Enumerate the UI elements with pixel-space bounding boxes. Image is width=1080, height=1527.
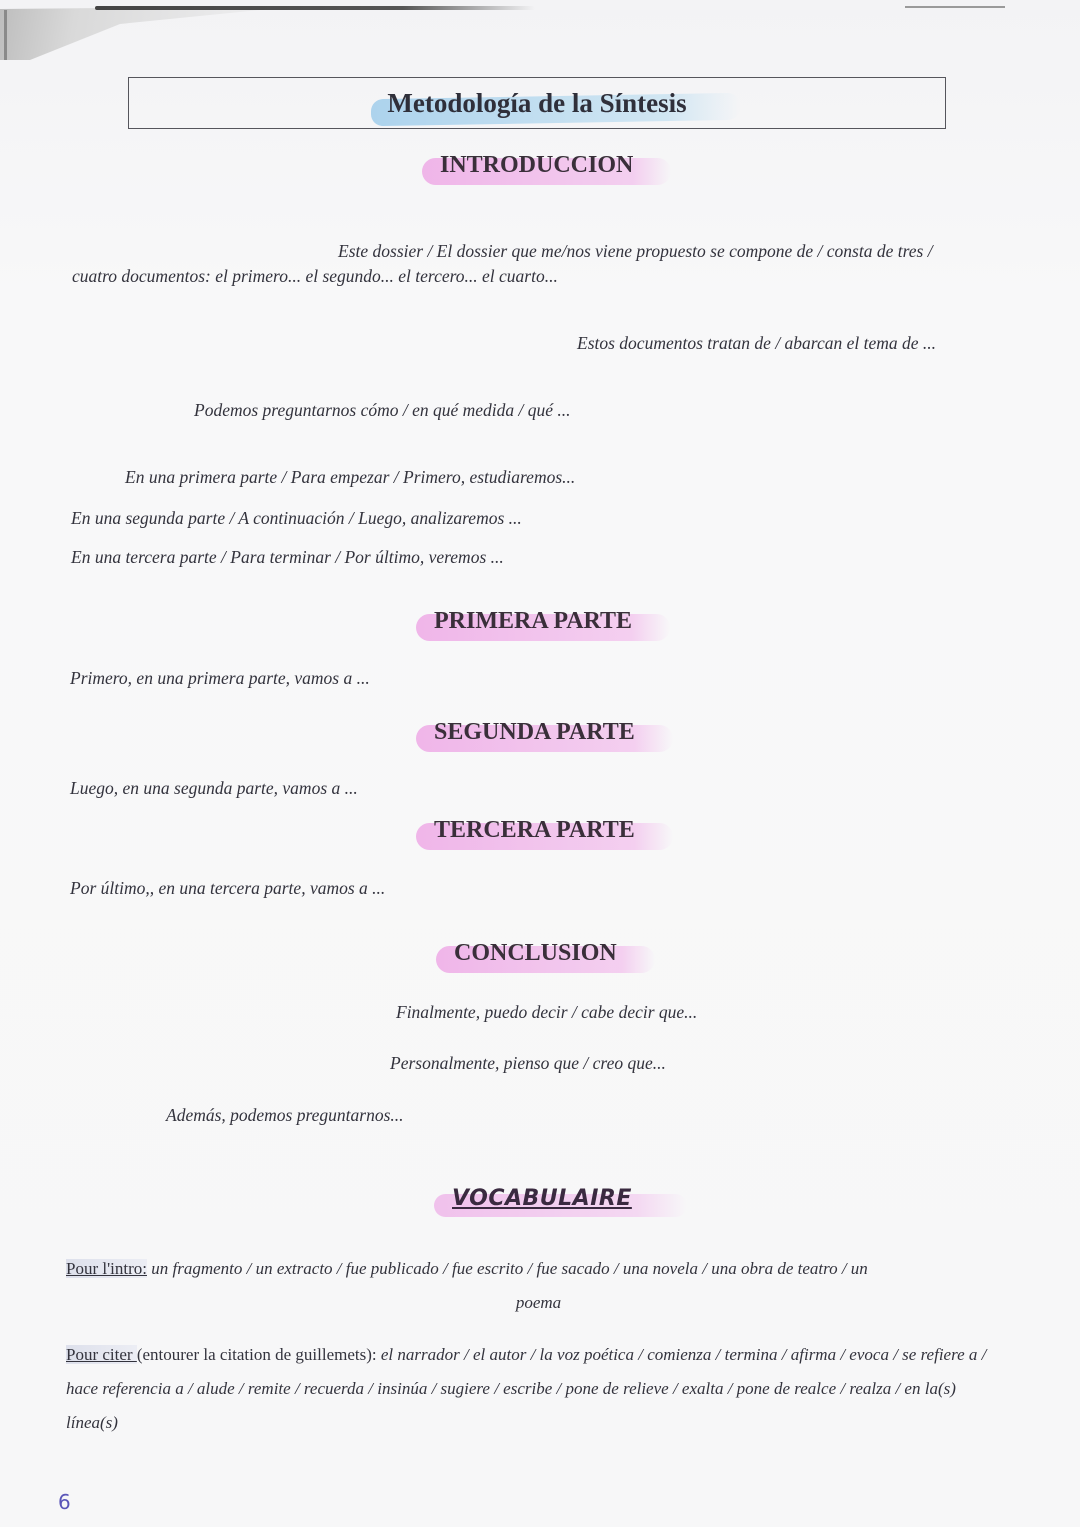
intro-line-6: En una segunda parte / A continuación / Luego, analizaremos ... bbox=[71, 508, 522, 528]
heading-vocabulaire: VOCABULAIRE bbox=[452, 1186, 632, 1211]
vocab-citer-label: Pour citer bbox=[66, 1345, 137, 1364]
intro-line-7: En una tercera parte / Para terminar / Por último, veremos ... bbox=[71, 547, 504, 567]
heading-introduccion: INTRODUCCION bbox=[426, 152, 647, 179]
primera-parte-text: Primero, en una primera parte, vamos a ... bbox=[70, 668, 370, 688]
scan-edge-line-right bbox=[905, 6, 1005, 8]
segunda-parte-text: Luego, en una segunda parte, vamos a ... bbox=[70, 778, 358, 798]
intro-line-2: cuatro documentos: el primero... el segundo... el tercero... el cuarto... bbox=[72, 266, 558, 286]
scan-edge-line bbox=[95, 6, 535, 10]
title-box bbox=[128, 77, 946, 129]
heading-tercera-parte: TERCERA PARTE bbox=[420, 817, 649, 844]
heading-conclusion: CONCLUSION bbox=[440, 940, 631, 967]
page-number-mark: 6 bbox=[58, 1490, 71, 1514]
vocab-intro-label: Pour l'intro: bbox=[66, 1259, 147, 1278]
vocab-citer-note: (entourer la citation de guillemets): bbox=[136, 1345, 377, 1364]
heading-segunda-parte: SEGUNDA PARTE bbox=[420, 719, 649, 746]
intro-line-1: Este dossier / El dossier que me/nos viene propuesto se compone de / consta de tres / bbox=[338, 241, 933, 261]
vocab-citer-items: el narrador / el autor / la voz poética / comienza / termina / afirma / evoca / se refiere a / hace referencia a / alude / remite / recuerda / insinúa / sugiere / escribe / pone de relieve / exalta / pone de realce / realza / en la(s) línea(s) bbox=[66, 1345, 987, 1432]
vocab-intro-items: un fragmento / un extracto / fue publicado / fue escrito / fue sacado / una novela / una obra de teatro / un bbox=[146, 1259, 868, 1278]
page-title: Metodología de la Síntesis bbox=[373, 88, 700, 119]
vocab-citer-paragraph bbox=[66, 1338, 1011, 1440]
conclusion-line-2: Personalmente, pienso que / creo que... bbox=[390, 1053, 666, 1073]
vocab-intro-continuation: poema bbox=[515, 1293, 562, 1312]
tercera-parte-text: Por último,, en una tercera parte, vamos a ... bbox=[70, 878, 386, 898]
conclusion-line-3: Además, podemos preguntarnos... bbox=[166, 1105, 404, 1125]
scan-left-border bbox=[4, 10, 7, 60]
intro-line-5: En una primera parte / Para empezar / Primero, estudiaremos... bbox=[125, 467, 576, 487]
vocab-intro-paragraph bbox=[66, 1252, 1011, 1320]
heading-primera-parte: PRIMERA PARTE bbox=[420, 608, 646, 635]
conclusion-line-1: Finalmente, puedo decir / cabe decir que... bbox=[396, 1002, 698, 1022]
intro-line-3: Estos documentos tratan de / abarcan el tema de ... bbox=[577, 333, 937, 353]
intro-line-4: Podemos preguntarnos cómo / en qué medida / qué ... bbox=[194, 400, 571, 420]
